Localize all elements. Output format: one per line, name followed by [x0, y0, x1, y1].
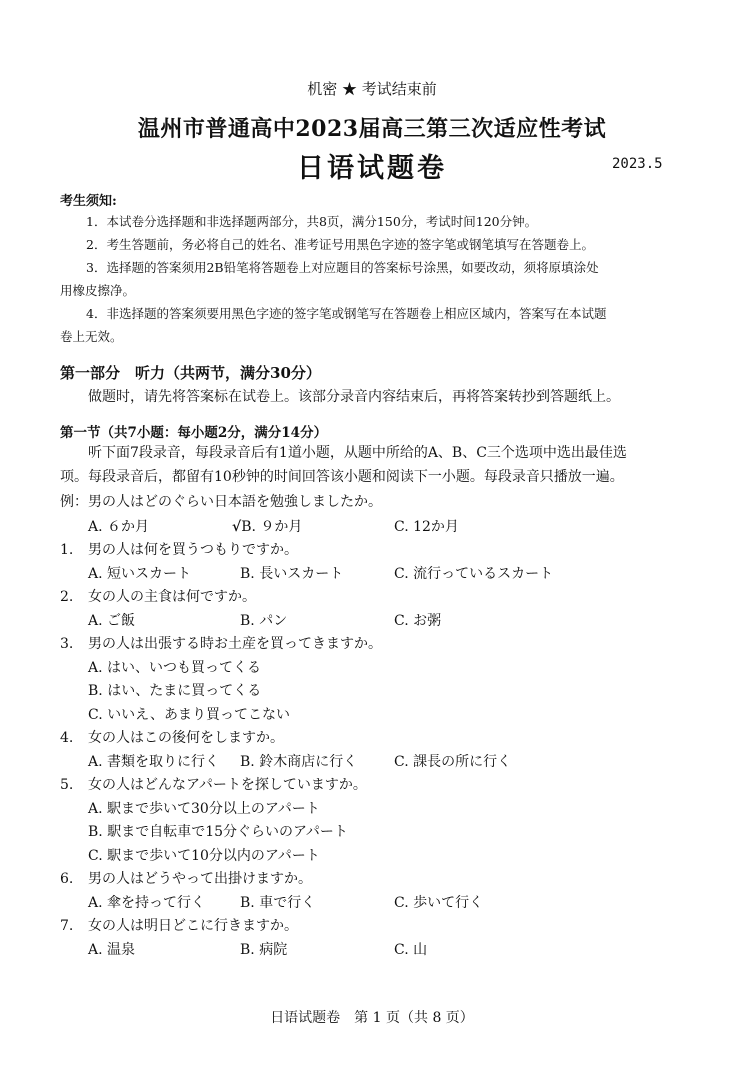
notice-text: 1．本试卷分选择题和非选择题两部分，共8页，满分150分，考试时间120分钟。 — [86, 214, 538, 229]
question-number: 4. — [60, 730, 74, 746]
notice-item-3-cont: 用橡皮擦净。 — [60, 283, 136, 298]
example-question-text: 男の人はどのぐらい日本語を勉強しましたか。 — [88, 494, 382, 510]
question-number: 5. — [60, 777, 74, 793]
part1-instruction: 做题时，请先将答案标在试卷上。该部分录音内容结束后，再将答案转抄到答题纸上。 — [88, 389, 620, 405]
section1-instruction-2: 项。每段录音后，都留有10秒钟的时间回答该小题和阅读下一小题。每段录音只播放一遍。 — [60, 469, 624, 485]
q1-option-a: A. 短いスカート — [88, 566, 192, 582]
q2-option-c: C. お粥 — [394, 613, 442, 629]
question-6 — [60, 868, 312, 888]
example-option-b — [232, 516, 302, 536]
exam-title: 温州市普通高中2023届高三第三次适应性考试 — [137, 116, 607, 142]
question-text: 女の人は明日どこに行きますか。 — [88, 918, 298, 934]
q5-option-b: B. 駅まで自転車で15分ぐらいのアパート — [88, 824, 348, 840]
question-4 — [60, 727, 284, 747]
example-label: 例： — [60, 494, 88, 510]
question-text: 女の人の主食は何ですか。 — [88, 589, 256, 605]
q7-option-c: C. 山 — [394, 942, 428, 958]
q4-option-c: C. 課長の所に行く — [394, 754, 512, 770]
q7-option-b: B. 病院 — [240, 942, 288, 958]
question-number: 2. — [60, 589, 74, 605]
q5-option-c: C. 駅まで歩いて10分以内のアパート — [88, 848, 320, 864]
q4-option-b: B. 鈴木商店に行く — [240, 754, 358, 770]
example-question — [60, 491, 382, 511]
question-2 — [60, 586, 256, 606]
confidential-mark: 机密 ★ 考试结束前 — [307, 80, 437, 98]
question-5 — [60, 774, 367, 794]
q6-option-b: B. 車で行く — [240, 895, 316, 911]
example-option-c: C. 12か月 — [394, 519, 459, 535]
question-number: 1. — [60, 542, 74, 558]
exam-date: 2023.5 — [612, 156, 663, 172]
q7-option-a: A. 温泉 — [88, 942, 136, 958]
notice-text: 4．非选择题的答案须要用黑色字迹的签字笔或钢笔写在答题卷上相应区域内，答案写在本试题 — [86, 306, 607, 321]
q1-option-c: C. 流行っているスカート — [394, 566, 554, 582]
notice-text: 3．选择题的答案须用2B铅笔将答题卷上对应题目的答案标号涂黑，如要改动，须将原填涂处 — [86, 260, 599, 275]
q4-option-a: A. 書類を取りに行く — [88, 754, 220, 770]
q1-option-b: B. 長いスカート — [240, 566, 344, 582]
part1-title: 第一部分 听力（共两节，满分30分） — [60, 364, 321, 382]
example-option-b-text: B. ９か月 — [241, 519, 303, 535]
notice-item-2 — [60, 234, 690, 256]
question-text: 男の人はどうやって出掛けますか。 — [88, 871, 312, 887]
question-7 — [60, 915, 298, 935]
section1-instruction-1: 听下面7段录音，每段录音后有1道小题，从题中所给的A、B、C三个选项中选出最佳选 — [88, 445, 627, 461]
q3-option-c: C. いいえ、あまり買ってこない — [88, 707, 290, 723]
question-text: 男の人は出張する時お土産を買ってきますか。 — [88, 636, 382, 652]
q5-option-a: A. 駅まで歩いて30分以上のアパート — [88, 801, 320, 817]
q3-option-a: A. はい、いつも買ってくる — [88, 660, 262, 676]
q6-option-a: A. 傘を持って行く — [88, 895, 206, 911]
notice-heading: 考生须知: — [60, 194, 117, 209]
question-number: 3. — [60, 636, 74, 652]
question-number: 7. — [60, 918, 74, 934]
question-text: 女の人はこの後何をしますか。 — [88, 730, 284, 746]
page-footer: 日语试题卷 第 1 页（共 8 页） — [270, 1010, 474, 1026]
q6-option-c: C. 歩いて行く — [394, 895, 484, 911]
question-1 — [60, 539, 298, 559]
q2-option-b: B. パン — [240, 613, 288, 629]
notice-item-1 — [60, 211, 690, 233]
section1-title: 第一节（共7小题：每小题2分，满分14分） — [60, 425, 328, 441]
q2-option-a: A. ご飯 — [88, 613, 136, 629]
example-option-a: A. ６か月 — [88, 519, 150, 535]
question-text: 女の人はどんなアパートを探していますか。 — [88, 777, 367, 793]
notice-item-4 — [60, 303, 690, 325]
notice-text: 2．考生答题前，务必将自己的姓名、准考证号用黑色字迹的签字笔或钢笔填写在答题卷上。 — [86, 237, 594, 252]
check-mark-icon: √ — [232, 519, 242, 535]
notice-item-3 — [60, 257, 690, 279]
question-number: 6. — [60, 871, 74, 887]
exam-subtitle: 日语试题卷 — [297, 153, 447, 184]
question-text: 男の人は何を買うつもりですか。 — [88, 542, 298, 558]
question-3 — [60, 633, 382, 653]
q3-option-b: B. はい、たまに買ってくる — [88, 683, 262, 699]
notice-item-4-cont: 卷上无效。 — [60, 329, 123, 344]
